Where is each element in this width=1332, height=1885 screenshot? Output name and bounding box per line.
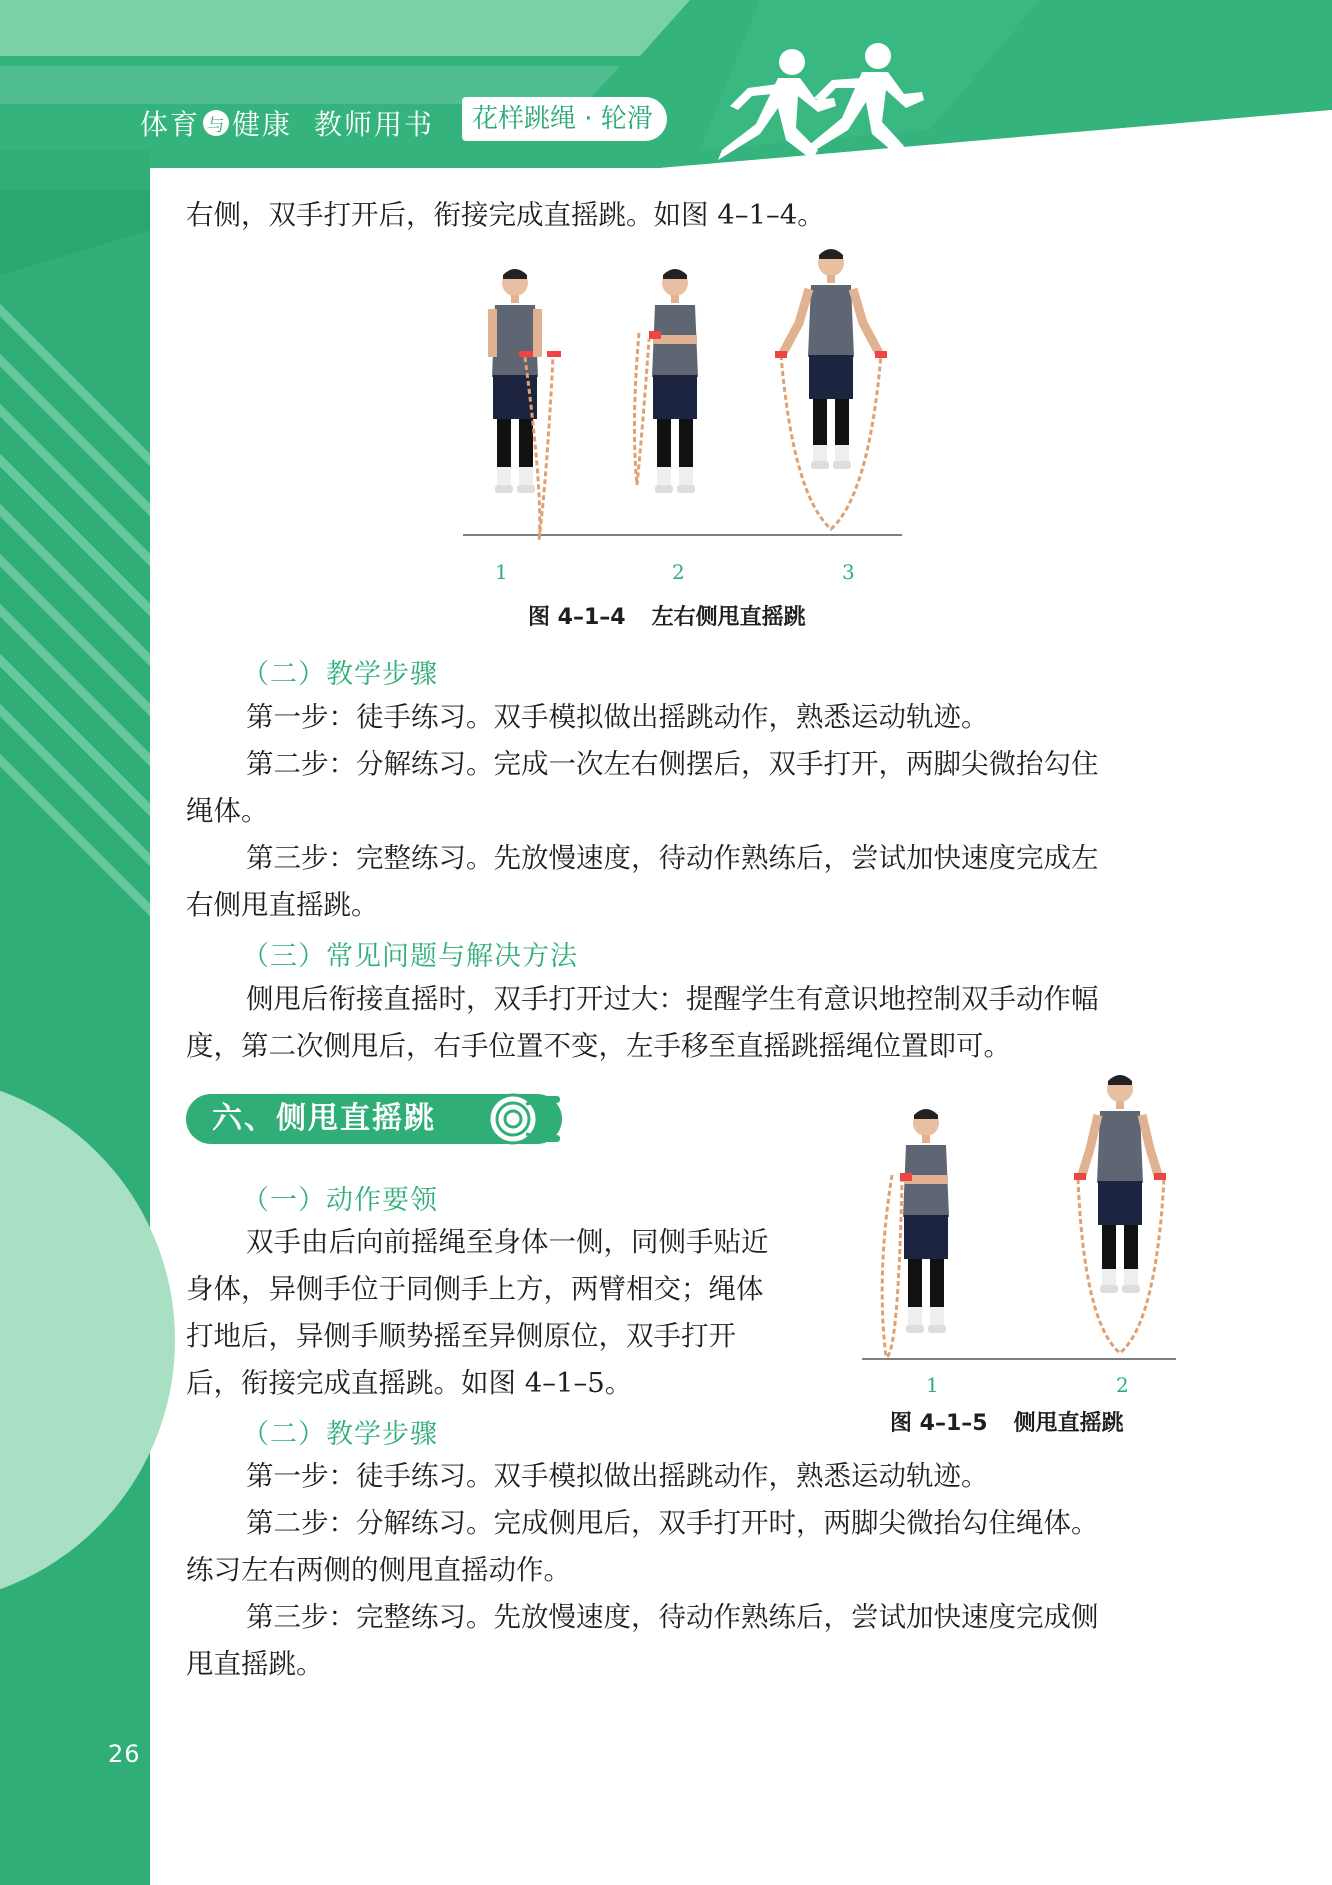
figure-4-1-4-photos: [455, 245, 915, 545]
figure-2-step-number-1: 1: [926, 1373, 939, 1397]
jumper-photo-3: [775, 249, 887, 529]
problem-line1: 侧甩后衔接直摇时，双手打开过大：提醒学生有意识地控制双手动作幅: [246, 983, 1099, 1015]
figure-1-step-number-1: 1: [495, 560, 508, 584]
figure-2-step-number-2: 2: [1116, 1373, 1129, 1397]
figure-1-step-number-2: 2: [672, 560, 685, 584]
section-6-title: 六、侧甩直摇跳: [212, 1101, 436, 1136]
key-line3: 打地后，异侧手顺势摇至异侧原位，双手打开: [186, 1320, 736, 1352]
figure-4-1-5-photos: [858, 1065, 1180, 1365]
side-swing-photo-1: [882, 1109, 949, 1357]
problem-line2: 度，第二次侧甩后，右手位置不变，左手移至直摇跳摇绳位置即可。: [186, 1030, 1011, 1062]
step2-line2-2: 练习左右两侧的侧甩直摇动作。: [186, 1554, 571, 1586]
key-line2: 身体，异侧手位于同侧手上方，两臂相交；绳体: [186, 1273, 764, 1305]
page-number: 26: [108, 1740, 141, 1768]
book-title: [140, 103, 434, 143]
step3-line2-2: 甩直摇跳。: [186, 1648, 324, 1680]
jump-rope-icon: [486, 1092, 566, 1146]
step3-line2-1: 右侧甩直摇跳。: [186, 889, 379, 921]
side-swing-photo-2: [1074, 1075, 1166, 1353]
step1-paragraph-2: 第一步：徒手练习。双手模拟做出摇跳动作，熟悉运动轨迹。: [246, 1460, 989, 1492]
step2-line1-2: 第二步：分解练习。完成侧甩后，双手打开时，两脚尖微抬勾住绳体。: [246, 1507, 1099, 1539]
figure-2-caption-title: 侧甩直摇跳: [1013, 1411, 1124, 1436]
key-points-heading: （一）动作要领: [242, 1185, 438, 1216]
step3-line1-1: 第三步：完整练习。先放慢速度，待动作熟练后，尝试加快速度完成左: [246, 842, 1099, 874]
figure-2-caption-label: 图 4–1–5: [890, 1411, 988, 1436]
title-part-teacher-book: 教师用书: [314, 108, 435, 141]
step1-paragraph-1: 第一步：徒手练习。双手模拟做出摇跳动作，熟悉运动轨迹。: [246, 701, 989, 733]
problems-heading: （三）常见问题与解决方法: [242, 941, 578, 972]
title-yu-badge: 与: [203, 110, 229, 136]
key-line1: 双手由后向前摇绳至身体一侧，同侧手贴近: [246, 1226, 769, 1258]
step2-line2-1: 绳体。: [186, 795, 269, 827]
figure-1-caption: [528, 600, 806, 631]
jumper-photo-1: [488, 269, 561, 540]
key-line4: 后，衔接完成直摇跳。如图 4–1–5。: [186, 1367, 633, 1399]
step2-line1-1: 第二步：分解练习。完成一次左右侧摆后，双手打开，两脚尖微抬勾住: [246, 748, 1099, 780]
teaching-steps-heading-2: （二）教学步骤: [242, 1419, 438, 1450]
figure-1-step-number-3: 3: [842, 560, 855, 584]
intro-paragraph: 右侧，双手打开后，衔接完成直摇跳。如图 4–1–4。: [186, 199, 825, 231]
jumper-photo-2: [634, 269, 698, 493]
teaching-steps-heading-1: （二）教学步骤: [242, 659, 438, 690]
title-part-sports: 体育: [140, 108, 201, 141]
figure-1-caption-title: 左右侧甩直摇跳: [651, 605, 806, 630]
chapter-tag: 花样跳绳 · 轮滑: [462, 97, 667, 141]
figure-2-caption: [890, 1406, 1124, 1437]
figure-1-caption-label: 图 4–1–4: [528, 605, 626, 630]
step3-line1-2: 第三步：完整练习。先放慢速度，待动作熟练后，尝试加快速度完成侧: [246, 1601, 1099, 1633]
title-part-health: 健康: [232, 108, 293, 141]
